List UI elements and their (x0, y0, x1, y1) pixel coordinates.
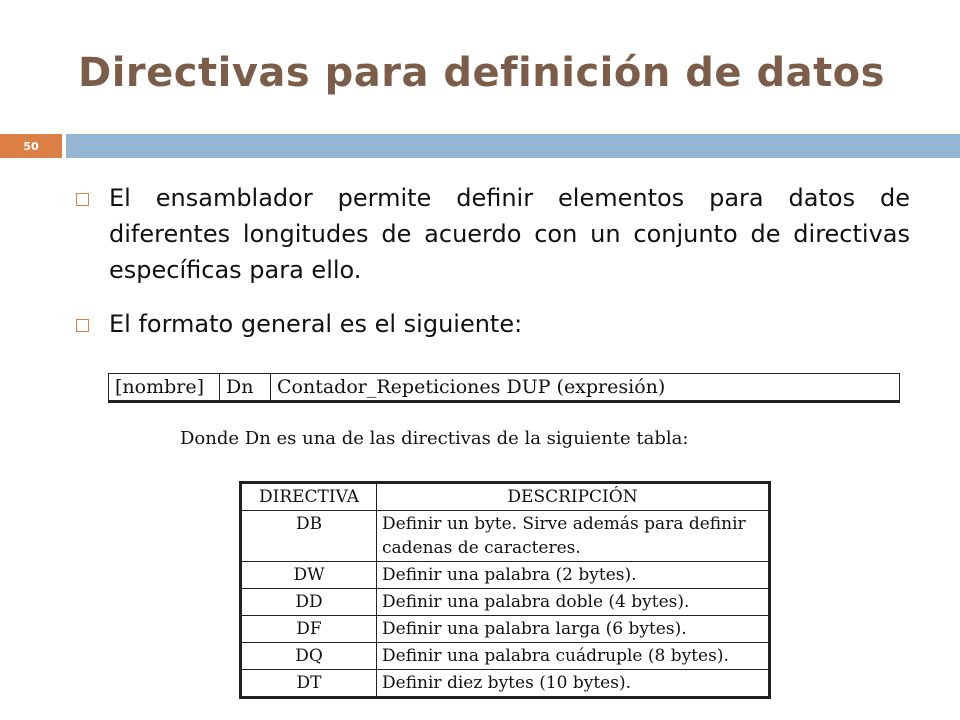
directive-description: Definir una palabra cuádruple (8 bytes). (377, 643, 770, 670)
format-table (108, 373, 900, 403)
format-row (109, 374, 900, 402)
directive-code: DW (241, 562, 377, 589)
donde-text: Donde Dn es una de las directivas de la siguiente tabla: (180, 428, 689, 449)
directive-code: DD (241, 589, 377, 616)
square-bullet-icon (76, 193, 89, 206)
directive-description: Definir una palabra larga (6 bytes). (377, 616, 770, 643)
slide-title: Directivas para definición de datos (78, 50, 885, 96)
header-bar (66, 134, 960, 158)
bullet-text: El ensamblador permite definir elementos para datos de diferentes longitudes de acuerdo con un conjunto de directivas específicas para ello. (109, 184, 910, 284)
directives-table (239, 481, 771, 699)
format-cell-dn: Dn (220, 374, 271, 402)
directive-code: DF (241, 616, 377, 643)
format-cell-expression: Contador_Repeticiones DUP (expresión) (271, 374, 900, 402)
directive-code: DB (241, 511, 377, 562)
directive-description: Definir una palabra doble (4 bytes). (377, 589, 770, 616)
directive-code: DQ (241, 643, 377, 670)
square-bullet-icon (76, 319, 89, 332)
header-directiva: DIRECTIVA (241, 483, 377, 511)
header-descripcion: DESCRIPCIÓN (377, 483, 770, 511)
table-row (241, 589, 770, 616)
slide-number: 50 (0, 134, 62, 158)
bullet-item (76, 306, 910, 342)
directive-description: Definir diez bytes (10 bytes). (377, 670, 770, 698)
bullet-list (76, 180, 910, 360)
table-header-row (241, 483, 770, 511)
table-row (241, 643, 770, 670)
format-cell-nombre: [nombre] (109, 374, 220, 402)
table-row (241, 616, 770, 643)
directive-code: DT (241, 670, 377, 698)
table-row (241, 511, 770, 562)
table-row (241, 670, 770, 698)
table-row (241, 562, 770, 589)
bullet-text: El formato general es el siguiente: (109, 310, 523, 338)
directive-description: Definir una palabra (2 bytes). (377, 562, 770, 589)
bullet-item (76, 180, 910, 288)
directive-description: Definir un byte. Sirve además para definir cadenas de caracteres. (377, 511, 770, 562)
